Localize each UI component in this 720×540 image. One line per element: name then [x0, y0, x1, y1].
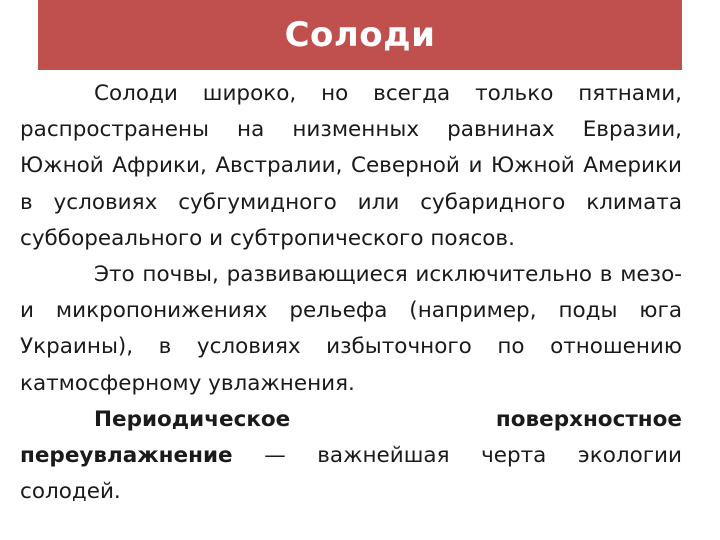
- paragraph-2: Это почвы, развивающиеся исключительно в мезо- и микропонижениях рельефа (например, поды юга Украины), в условиях избыточного по отношению катмосферному увлажнения.: [20, 262, 682, 396]
- slide-title: Солоди: [284, 15, 436, 55]
- title-bar: [38, 0, 682, 70]
- slide-body: [20, 76, 682, 510]
- paragraph-3-rest: — важнейшая черта экологии солодей.: [20, 443, 682, 505]
- paragraph-3: [20, 402, 682, 511]
- paragraph-1: Солоди широко, но всегда только пятнами, распространены на низменных равнинах Евразии, Южной Африки, Австралии, Северной и Южной Америки в условиях субгумидного или субаридного климата суббореального и субтропического поясов.: [20, 81, 682, 251]
- bold-phrase: Периодическое поверхностное переувлажнение: [20, 406, 682, 469]
